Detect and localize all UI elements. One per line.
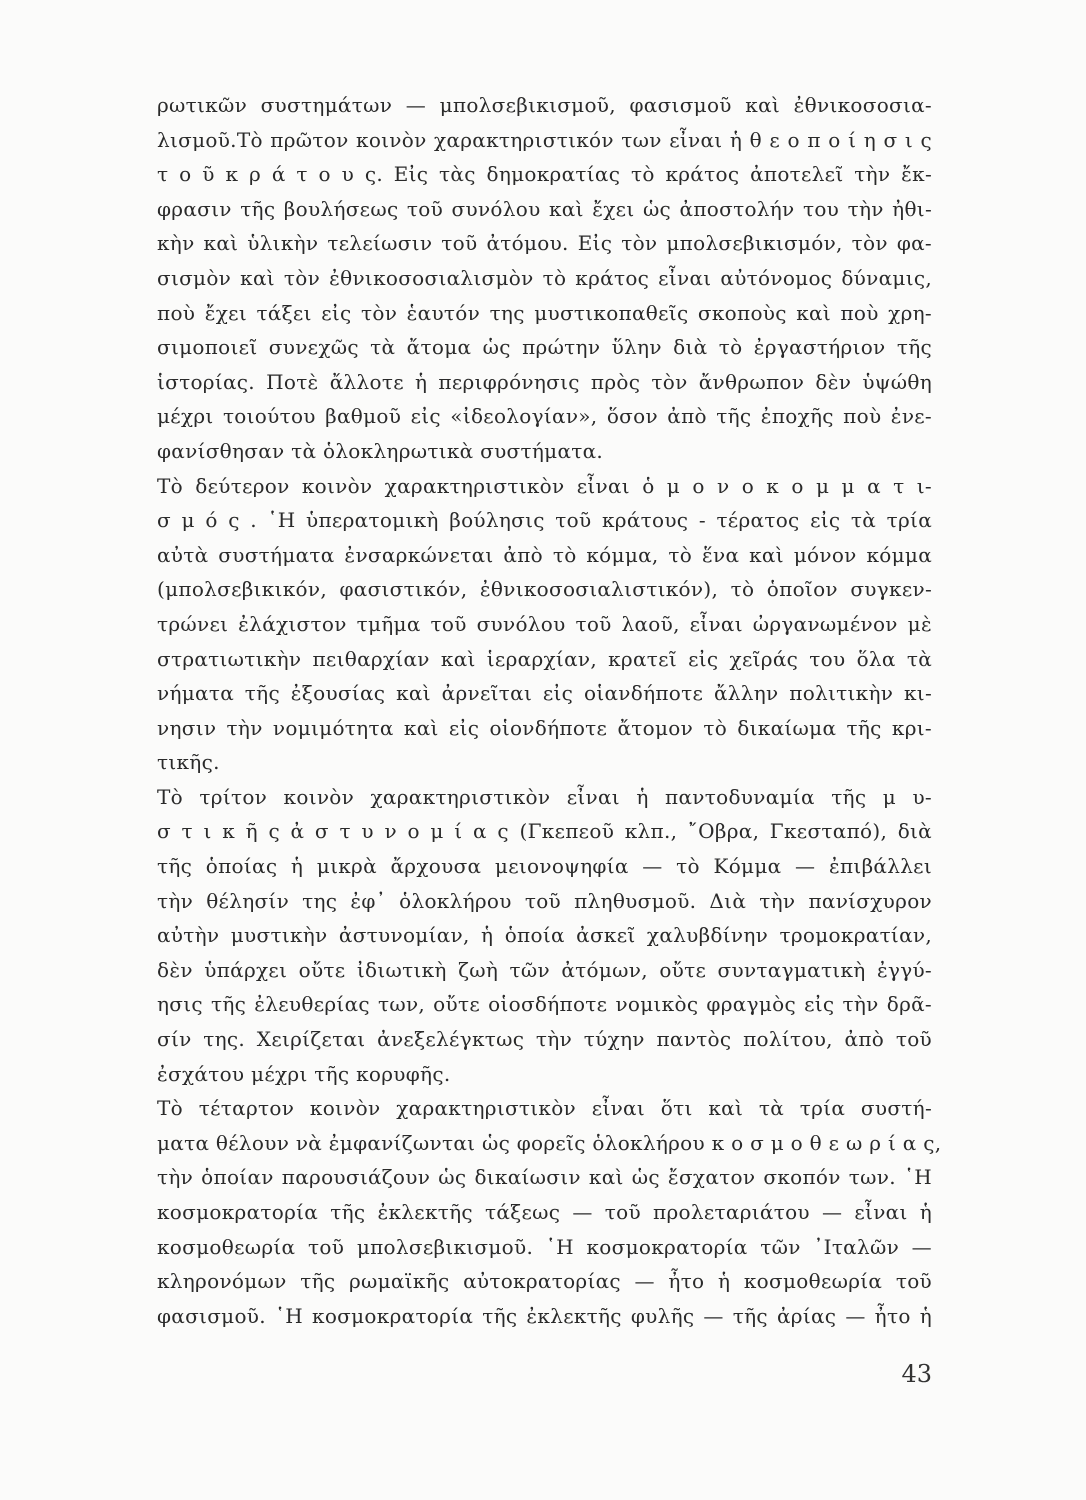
text-line: ρωτικῶν συστημάτων — μπολσεβικισμοῦ, φασισμοῦ καὶ ἐθνικοσοσια-	[157, 93, 932, 117]
text-line: τὴν ὁποίαν παρουσιάζουν ὡς δικαίωσιν καὶ ὡς ἔσχατον σκοπόν των. ῾Η	[157, 1165, 932, 1190]
text-line: ησις τῆς ἐλευθερίας των, οὔτε οἱοσδήποτε νομικὸς φραγμὸς εἰς τὴν δρᾶ-	[157, 992, 932, 1017]
text-line: τῆς ὁποίας ἡ μικρὰ ἄρχουσα μειονοψηφία — τὸ Κόμμα — ἐπιβάλλει	[157, 854, 932, 879]
text-line: ματα θέλουν νὰ ἐμφανίζωνται ὡς φορεῖς ὁλοκλήρου κ ο σ μ ο θ ε ω ρ ί α ς,	[157, 1130, 942, 1155]
text-line: τικῆς.	[157, 750, 220, 775]
text-line: ἐσχάτου μέχρι τῆς κορυφῆς.	[157, 1061, 451, 1086]
text-line: νησιν τὴν νομιμότητα καὶ εἰς οἱονδήποτε ἄτομον τὸ δικαίωμα τῆς κρι-	[157, 715, 932, 740]
text-line: αὐτὰ συστήματα ἐνσαρκώνεται ἀπὸ τὸ κόμμα, τὸ ἕνα καὶ μόνον κόμμα	[157, 542, 932, 567]
page-number: 43	[901, 1360, 932, 1388]
text-line: φανίσθησαν τὰ ὁλοκληρωτικὰ συστήματα.	[157, 438, 604, 463]
text-line: κὴν καὶ ὑλικὴν τελείωσιν τοῦ ἀτόμου. Εἰς τὸν μπολσεβικισμόν, τὸν φα-	[157, 231, 932, 256]
text-line: μέχρι τοιούτου βαθμοῦ εἰς «ἰδεολογίαν», ὅσον ἀπὸ τῆς ἐποχῆς ποὺ ἐνε-	[157, 404, 932, 429]
text-line: στρατιωτικὴν πειθαρχίαν καὶ ἱεραρχίαν, κρατεῖ εἰς χεῖράς του ὅλα τὰ	[157, 646, 932, 671]
text-line: αὐτὴν μυστικὴν ἀστυνομίαν, ἡ ὁποία ἀσκεῖ χαλυβδίνην τρομοκρατίαν,	[157, 923, 932, 948]
text-line: Τὸ δεύτερον κοινὸν χαρακτηριστικὸν εἶναι ὁ μ ο ν ο κ ο μ μ α τ ι-	[157, 473, 932, 498]
text-line: ποὺ ἔχει τάξει εἰς τὸν ἑαυτόν της μυστικοπαθεῖς σκοποὺς καὶ ποὺ χρη-	[157, 300, 932, 325]
text-line: τρώνει ἐλάχιστον τμῆμα τοῦ συνόλου τοῦ λαοῦ, εἶναι ὠργανωμένον μὲ	[157, 611, 932, 636]
text-line: σισμὸν καὶ τὸν ἐθνικοσοσιαλισμὸν τὸ κράτος εἶναι αὐτόνομος δύναμις,	[157, 265, 932, 290]
text-line: δὲν ὑπάρχει οὔτε ἰδιωτικὴ ζωὴ τῶν ἀτόμων, οὔτε συνταγματικὴ ἐγγύ-	[157, 957, 932, 982]
text-line: κοσμοθεωρία τοῦ μπολσεβικισμοῦ. ῾Η κοσμοκρατορία τῶν ᾽Ιταλῶν —	[157, 1234, 932, 1259]
text-line: τ ο ῦ κ ρ ά τ ο υ ς. Εἰς τὰς δημοκρατίας τὸ κράτος ἀποτελεῖ τὴν ἔκ-	[157, 162, 932, 187]
text-line: φρασιν τῆς βουλήσεως τοῦ συνόλου καὶ ἔχει ὡς ἀποστολήν του τὴν ἠθι-	[157, 196, 932, 221]
body-text	[157, 88, 942, 1333]
text-line: κοσμοκρατορία τῆς ἐκλεκτῆς τάξεως — τοῦ προλεταριάτου — εἶναι ἡ	[157, 1200, 932, 1224]
text-line: ἱστορίας. Ποτὲ ἄλλοτε ἡ περιφρόνησις πρὸς τὸν ἄνθρωπον δὲν ὑψώθη	[157, 369, 932, 394]
text-line: σίν της. Χειρίζεται ἀνεξελέγκτως τὴν τύχην παντὸς πολίτου, ἀπὸ τοῦ	[157, 1027, 932, 1052]
text-line: σ μ ό ς . ῾Η ὑπερατομικὴ βούλησις τοῦ κράτους - τέρατος εἰς τὰ τρία	[157, 508, 932, 533]
text-line: νήματα τῆς ἐξουσίας καὶ ἀρνεῖται εἰς οἱανδήποτε ἄλλην πολιτικὴν κι-	[157, 681, 932, 706]
text-line: φασισμοῦ. ῾Η κοσμοκρατορία τῆς ἐκλεκτῆς φυλῆς — τῆς ἀρίας — ἦτο ἡ	[157, 1303, 932, 1328]
text-line: τὴν θέλησίν της ἐφ᾽ ὁλοκλήρου τοῦ πληθυσμοῦ. Διὰ τὴν πανίσχυρον	[157, 888, 932, 913]
text-line: Τὸ τρίτον κοινὸν χαρακτηριστικὸν εἶναι ἡ παντοδυναμία τῆς μ υ-	[157, 784, 932, 809]
text-line: λισμοῦ.Τὸ πρῶτον κοινὸν χαρακτηριστικόν των εἶναι ἡ θ ε ο π ο ί η σ ι ς	[157, 127, 932, 152]
text-line: (μπολσεβικικόν, φασιστικόν, ἐθνικοσοσιαλιστικόν), τὸ ὁποῖον συγκεν-	[157, 577, 932, 602]
text-line: σ τ ι κ ῆ ς ἀ σ τ υ ν ο μ ί α ς (Γκεπεοῦ κλπ., ῎Οβρα, Γκεσταπό), διὰ	[157, 819, 932, 844]
text-line: σιμοποιεῖ συνεχῶς τὰ ἄτομα ὡς πρώτην ὕλην διὰ τὸ ἐργαστήριον τῆς	[157, 335, 932, 360]
text-line: κληρονόμων τῆς ρωμαϊκῆς αὐτοκρατορίας — ἦτο ἡ κοσμοθεωρία τοῦ	[157, 1269, 932, 1294]
text-line: Τὸ τέταρτον κοινὸν χαρακτηριστικὸν εἶναι ὅτι καὶ τὰ τρία συστή-	[157, 1096, 932, 1121]
